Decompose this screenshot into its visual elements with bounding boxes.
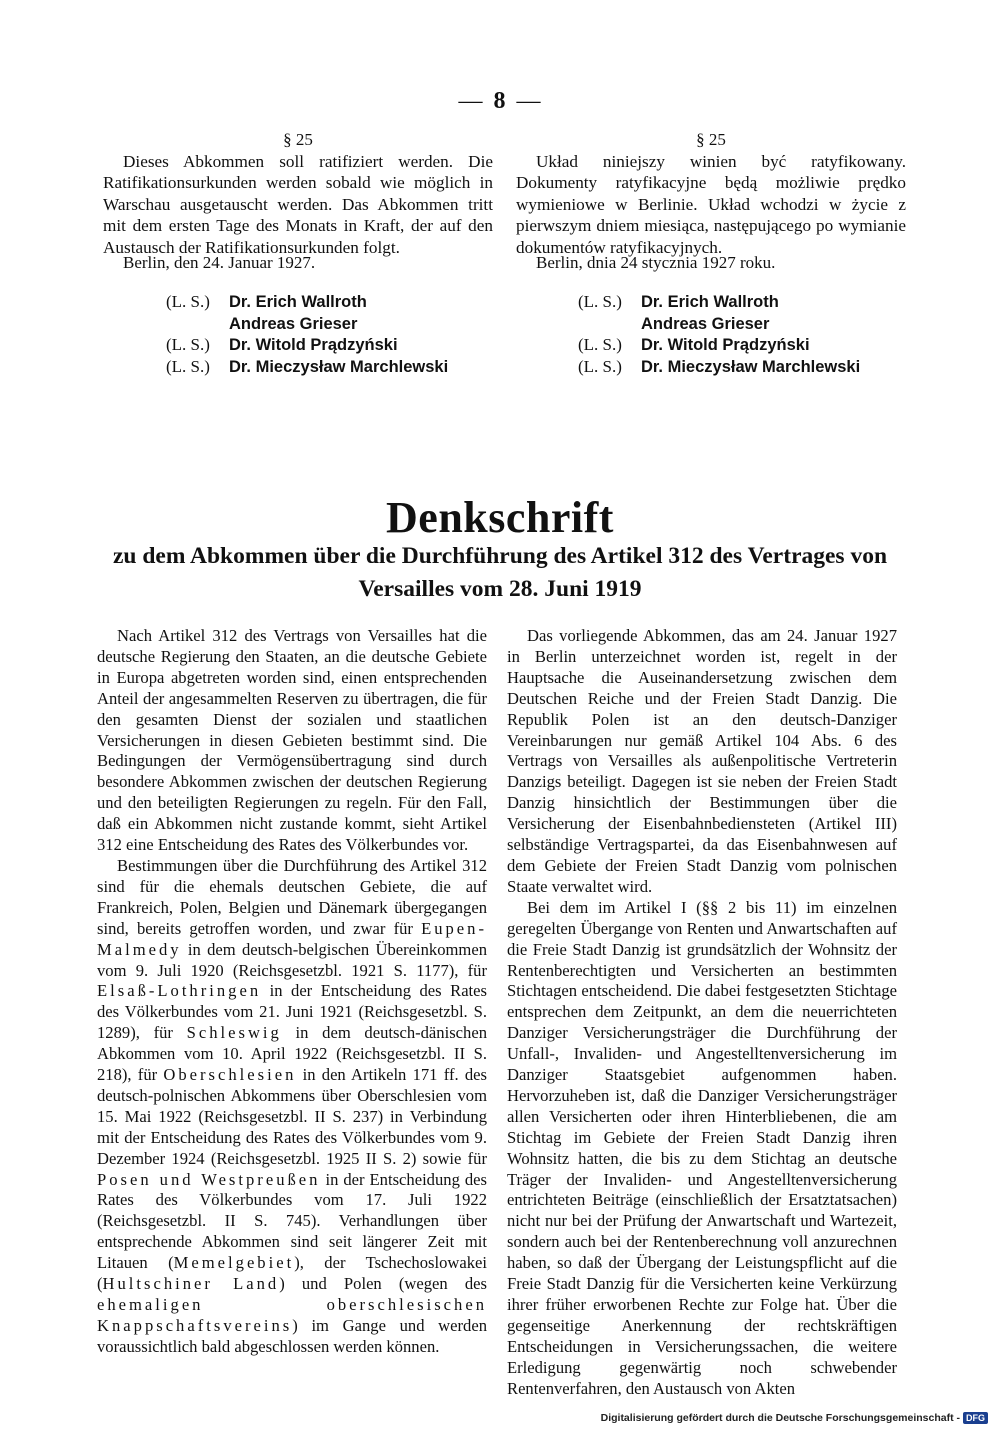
signature-line: (L. S.) Dr. Witold Prądzyński xyxy=(578,335,810,354)
right-column xyxy=(507,626,897,1400)
signature-line: (L. S.) Dr. Erich Wallroth xyxy=(578,292,779,311)
polish-signatures xyxy=(578,291,860,377)
memo-subtitle-line-2: Versailles vom 28. Juni 1919 xyxy=(358,576,642,602)
dfg-logo: DFG xyxy=(963,1412,988,1424)
memo-subtitle xyxy=(80,540,920,606)
digitization-footer xyxy=(601,1412,988,1424)
page-number-value: 8 xyxy=(493,88,507,114)
memo-subtitle-line-1: zu dem Abkommen über die Durchführung des Artikel 312 des Vertrages von xyxy=(112,543,888,569)
left-paragraph-1: Nach Artikel 312 des Vertrags von Versailles hat die deutsche Regierung den Staaten, an die deutsche Gebiete in Europa abgetreten worden sind, einen entsprechenden Anteil der angesammelten Reserven zu übertragen, die für den gesamten Dienst der sozialen und staatlichen Versicherungen in diesen Gebieten bestimmt sind. Die Bedingungen der Vermögensübertragung sind durch besondere Abkommen zwischen der deutschen Regierung und den beteiligten Regierungen zu regeln. Für den Fall, daß ein Abkommen nicht zustande kommt, sieht Artikel 312 eine Entscheidung des Rates des Völkerbundes vor. xyxy=(97,626,487,855)
polish-section-heading: § 25 xyxy=(696,130,726,149)
right-paragraph-1: Das vorliegende Abkommen, das am 24. Januar 1927 in Berlin unterzeichnet worden ist, regelt in der Hauptsache die Auseinandersetzung zwischen dem Deutschen Reiche und der Freien Stadt Danzig. Die Republik Polen ist an den deutsch-Danziger Vereinbarungen nur gemäß Artikel 104 Abs. 6 des Vertrags von Versailles als außenpolitische Vertreterin Danzigs beteiligt. Dagegen ist sie neben der Freien Stadt Danzig hinsichtlich der Bestimmungen über die Versicherung der Eisenbahnbediensteten (Artikel III) selbständige Vertragspartei, da das Eisenbahnwesen auf dem Gebiete der Freien Stadt Danzig vom polnischen Staate verwaltet wird. xyxy=(507,626,897,896)
left-paragraph-2: Bestimmungen über die Durchführung des Artikel 312 sind für die ehemals deutschen Gebiete, die auf Frankreich, Polen, Belgien und Dänemark übergegangen sind, bereits getroffen worden, und zwar für Eupen-Malmedy in dem deutsch-belgischen Übereinkommen vom 9. Juli 1920 (Reichsgesetzbl. 1921 S. 1177), für Elsaß-Lothringen in der Entscheidung des Rates des Völkerbundes vom 21. Juni 1921 (Reichsgesetzbl. S. 1289), für Schleswig in dem deutsch-dänischen Abkommen vom 10. April 1922 (Reichsgesetzbl. II S. 218), für Oberschlesien in den Artikeln 171 ff. des deutsch-polnischen Abkommens über Oberschlesien vom 15. Mai 1922 (Reichsgesetzbl. II S. 237) in Verbindung mit der Entscheidung des Rates des Völkerbundes vom 9. Dezember 1924 (Reichsgesetzbl. 1925 II S. 2) sowie für Posen und Westpreußen in der Entscheidung des Rates des Völkerbundes vom 17. Juli 1922 (Reichsgesetzbl. II S. 745). Verhandlungen über entsprechende Abkommen sind seit längerer Zeit mit Litauen (Memelgebiet), der Tschechoslowakei (Hultschiner Land) und Polen (wegen des ehemaligen oberschlesischen Knappschaftsvereins) im Gange und werden voraussichtlich bald abgeschlossen werden können. xyxy=(97,855,488,1356)
german-section-text: Dieses Abkommen soll ratifiziert werden. Die Ratifikationsurkunden werden sobald wie möglich in Warschau ausgetauscht werden. Das Abkommen tritt mit dem ersten Tage des Monats in Kraft, der auf den Austausch der Ratifikationsurkunden folgt. xyxy=(103,152,493,257)
german-place-date: Berlin, den 24. Januar 1927. xyxy=(123,253,316,272)
page-number: — 8 — xyxy=(458,88,542,114)
german-section-heading: § 25 xyxy=(283,130,313,149)
left-column xyxy=(97,626,487,1358)
signature-line: Andreas Grieser xyxy=(641,314,770,333)
polish-section-text: Układ niniejszy winien być ratyfikowany. Dokumenty ratyfikacyjne będą możliwie prędko wymieniowe w Berlinie. Układ wchodzi w życie z pierwszym dniem miesiąca, następującego po wymianie dokumentów ratyfikacyjnych. xyxy=(516,152,906,257)
signature-line: (L. S.) Dr. Witold Prądzyński xyxy=(166,335,398,354)
signature-line: (L. S.) Dr. Mieczysław Marchlewski xyxy=(166,356,449,376)
signature-line: Andreas Grieser xyxy=(229,314,358,333)
signature-line: (L. S.) Dr. Erich Wallroth xyxy=(166,292,367,311)
right-paragraph-2: Bei dem im Artikel I (§§ 2 bis 11) im einzelnen geregelten Übergange von Renten und Anwartschaften auf die Freie Stadt Danzig ist grundsätzlich der Wohnsitz der Rentenberechtigten und Versicherten an bestimmten Stichtagen entscheidend. Die dabei festgesetzten Stichtage entsprechen dem Zeitpunkt, an dem die neuerrichteten Danziger Versicherungsträger die Durchführung der Unfall-, Invaliden- und Angestelltenversicherung im Danziger Staatsgebiet aufgenommen haben. Hervorzuheben ist, daß die Danziger Versicherungsträger allen Versicherten oder ihren Hinterbliebenen, die am Stichtag im Gebiete der Freien Stadt Danzig ihren Wohnsitz hatten, die bis zu dem Stichtag an deutsche Träger der Invaliden- und Angestelltenversicherung entrichteten Beiträge (einschließlich der Ersatztatsachen) nicht nur bei der Prüfung der Anwartschaft und Wartezeit, sondern auch bei der Rentenberechnung voll anzurechnen haben, so daß der Übergang der Leistungspflicht auf die Freie Stadt Danzig für die Versicherten keine Verkürzung ihrer früher erworbenen Rechte zur Folge hat. Über die gegenseitige Anerkennung der rechtskräftigen Entscheidungen in Versicherungssachen, die weitere Erledigung gegenwärtig noch schwebender Rentenverfahren, den Austausch von Akten xyxy=(507,897,897,1398)
german-signatures xyxy=(166,291,448,377)
polish-place-date: Berlin, dnia 24 stycznia 1927 roku. xyxy=(536,253,776,272)
footer-text: Digitalisierung gefördert durch die Deutsche Forschungsgemeinschaft - xyxy=(600,1412,960,1424)
signature-line: (L. S.) Dr. Mieczysław Marchlewski xyxy=(578,356,861,376)
memo-title: Denkschrift xyxy=(386,493,614,542)
